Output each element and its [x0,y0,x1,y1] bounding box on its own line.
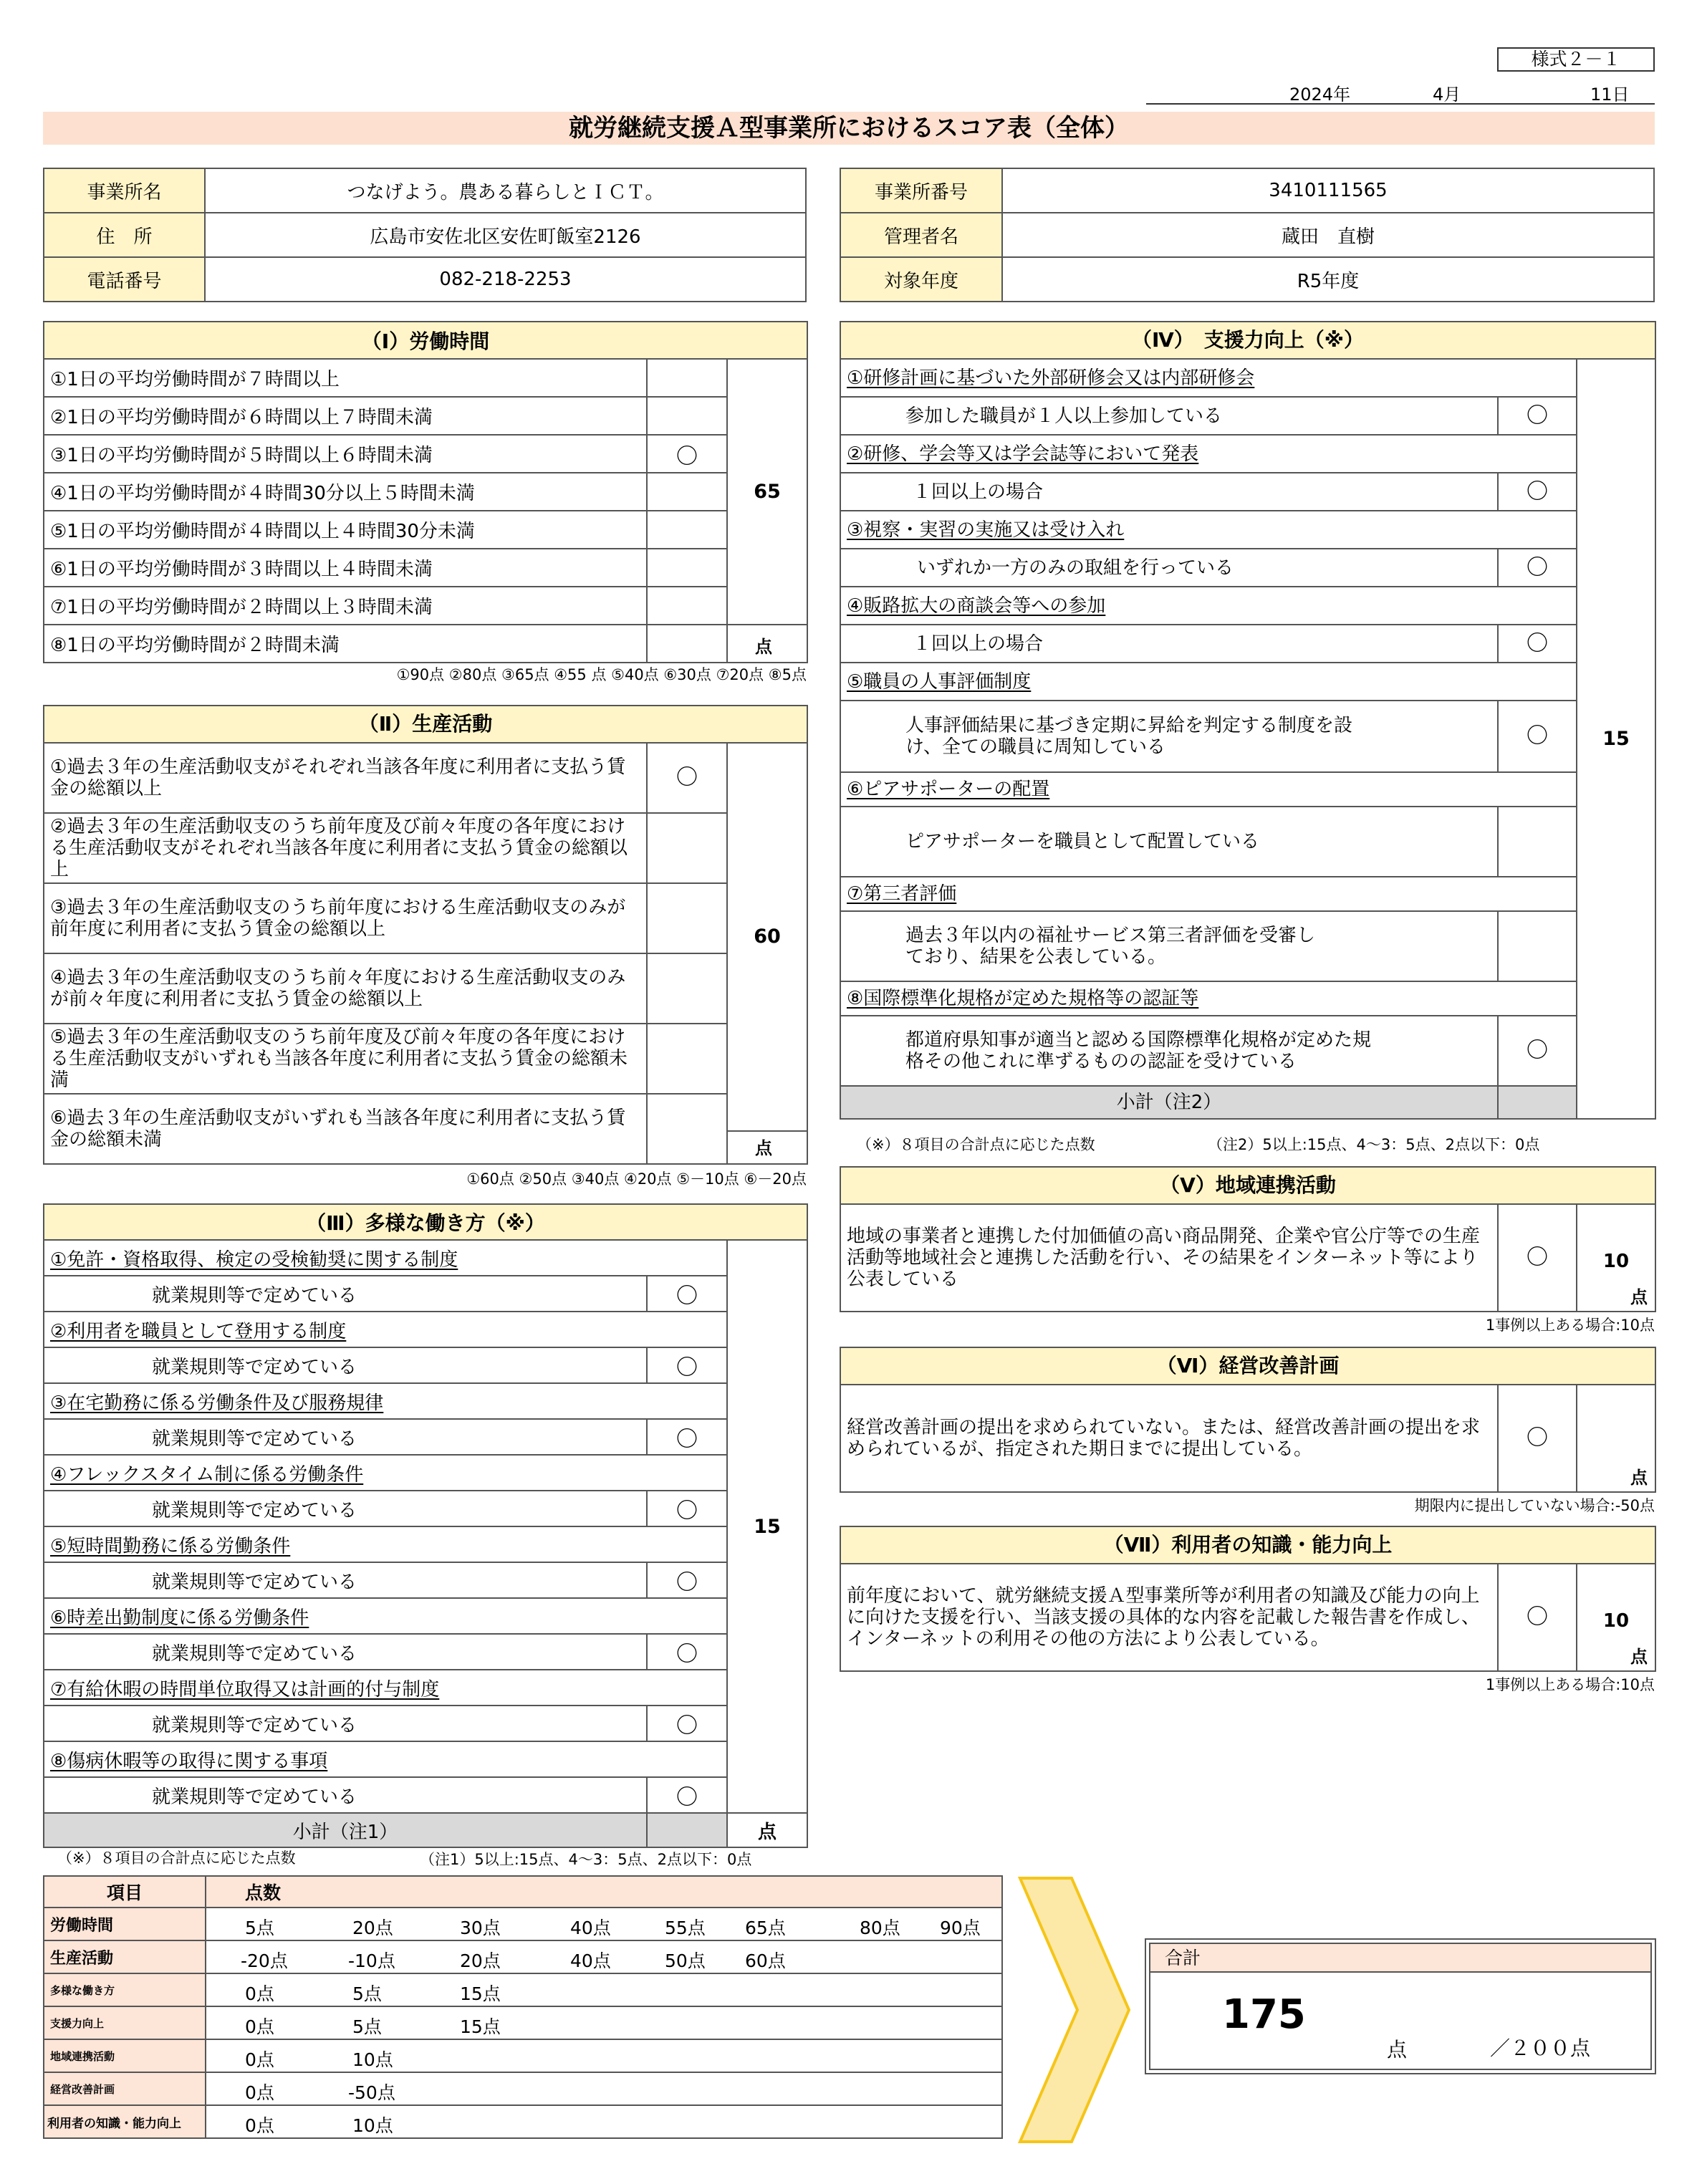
manager-label: 管理者名 [840,213,1002,257]
points-header-item: 項目 [44,1876,206,1908]
item-text: ⑤過去３年の生産活動収支のうち前年度及び前々年度の各年度における生産活動収支がいずれも当該各年度に利用者に支払う賃金の総額未満 [44,1024,647,1094]
item-text: 就業規則等で定めている [44,1777,647,1813]
check-mark [647,511,727,549]
point-value: 50点 [665,1950,706,1971]
check-mark: 〇 [1498,549,1577,587]
form-number [1497,47,1655,72]
point-value: 30点 [460,1918,501,1938]
points-row [44,1973,1002,2006]
item-text: ②1日の平均労働時間が６時間以上７時間未満 [44,397,647,435]
item-heading: ①免許・資格取得、検定の受検勧奨に関する制度 [44,1240,727,1276]
point-value: 5点 [352,2016,382,2037]
point-value: 0点 [245,2115,274,2136]
point-value: 0点 [245,2082,274,2103]
item-text: ④1日の平均労働時間が４時間30分以上５時間未満 [44,473,647,511]
item-text: 就業規則等で定めている [44,1276,647,1312]
points-row [44,2006,1002,2039]
score-unit: 点 [727,1813,807,1847]
section-note: ①60点 ②50点 ③40点 ④20点 ⑤－10点 ⑥－20点 [466,1170,807,1188]
item-text: 都道府県知事が適当と認める国際標準化規格が定めた規格その他これに準ずるものの認証を受けている [840,1016,1498,1086]
item-text: 就業規則等で定めている [44,1634,647,1670]
points-row [44,2039,1002,2072]
item-text: 就業規則等で定めている [44,1347,647,1383]
check-mark: 〇 [1498,1564,1577,1671]
point-value: 0点 [245,1983,274,2004]
subtotal-label: 小計（注1） [44,1813,647,1847]
points-row-label: 多様な働き方 [44,1973,206,2006]
score-unit: 点 [1630,1287,1648,1307]
section-title: （Ⅳ） 支援力向上（※） [840,322,1655,359]
item-text: １回以上の場合 [840,625,1498,663]
check-mark [1498,807,1577,877]
phone-value: 082-218-2253 [205,257,806,302]
point-value: 5点 [245,1918,274,1938]
point-value: -50点 [348,2082,395,2103]
point-value: 0点 [245,2049,274,2070]
item-heading: ①研修計画に基づいた外部研修会又は内部研修会 [840,359,1577,397]
check-mark: 〇 [647,743,727,813]
score-value: 65 [727,359,807,625]
item-heading: ③在宅勤務に係る労働条件及び服務規律 [44,1383,727,1419]
section-note: （注2）5以上:15点、4～3：5点、2点以下：0点 [1208,1136,1540,1153]
item-heading: ⑤職員の人事評価制度 [840,663,1577,701]
item-text: ①過去３年の生産活動収支がそれぞれ当該各年度に利用者に支払う賃金の総額以上 [44,743,647,813]
office-number-value: 3410111565 [1002,168,1654,213]
item-text: 就業規則等で定めている [44,1419,647,1455]
address-label: 住 所 [44,213,205,257]
item-text: 前年度において、就労継続支援Ａ型事業所等が利用者の知識及び能力の向上に向けた支援を行い、当該支援の具体的な内容を記載した報告書を作成し、インターネットの利用その他の方法により公表している。 [840,1564,1498,1671]
address-value: 広島市安佐北区安佐町飯室2126 [205,213,806,257]
office-number-label: 事業所番号 [840,168,1002,213]
point-value: -20点 [241,1950,288,1971]
section-note: 期限内に提出していない場合:-50点 [1414,1497,1655,1514]
check-mark [1498,911,1577,981]
score-unit: 点 [1630,1468,1648,1488]
section-note: 1事例以上ある場合:10点 [1485,1676,1655,1693]
check-mark: 〇 [647,1777,727,1813]
points-table [43,1875,1003,2139]
points-row-label: 経営改善計画 [44,2072,206,2105]
check-mark [647,359,727,397]
item-text: 地域の事業者と連携した付加価値の高い商品開発、企業や官公庁等での生産活動等地域社会と連携した活動を行い、その結果をインターネット等により公表している [840,1204,1498,1312]
item-text: 参加した職員が１人以上参加している [840,397,1498,435]
point-value: 15点 [460,2016,501,2037]
total-box [1145,1938,1656,2074]
item-text: ④過去３年の生産活動収支のうち前々年度における生産活動収支のみが前々年度に利用者に支払う賃金の総額以上 [44,953,647,1024]
fiscal-year-label: 対象年度 [840,257,1002,302]
item-text: ③1日の平均労働時間が５時間以上６時間未満 [44,435,647,473]
point-value: 40点 [570,1918,611,1938]
item-text: ⑦1日の平均労働時間が２時間以上３時間未満 [44,587,647,625]
point-value: 5点 [352,1983,382,2004]
points-row-label: 地域連携活動 [44,2039,206,2072]
date-line [1146,79,1655,105]
item-heading: ⑧国際標準化規格が定めた規格等の認証等 [840,981,1577,1016]
score-value: 10 [1602,1610,1630,1632]
item-heading: ②利用者を職員として登用する制度 [44,1312,727,1347]
points-header-points: 点数 [206,1876,1002,1908]
item-text: 経営改善計画の提出を求められていない。または、経営改善計画の提出を求められているが、指定された期日までに提出している。 [840,1385,1498,1492]
office-name-label: 事業所名 [44,168,205,213]
score-value: 60 [727,743,807,1131]
score-cell [1577,1204,1655,1312]
section-title: （Ⅵ）経営改善計画 [840,1347,1655,1385]
page-title-text: 就労継続支援Ａ型事業所におけるスコア表（全体） [569,114,1129,143]
section-regional-cooperation [840,1166,1656,1312]
points-row [44,1908,1002,1940]
section-note: （※）８項目の合計点に応じた点数 [57,1849,296,1867]
section-user-skills [840,1526,1656,1672]
section-note: （注1）5以上:15点、4～3：5点、2点以下：0点 [420,1851,752,1868]
fiscal-year-value: R5年度 [1002,257,1654,302]
check-mark: 〇 [647,1491,727,1526]
check-mark: 〇 [647,1276,727,1312]
item-heading: ⑥時差出勤制度に係る労働条件 [44,1598,727,1634]
item-text: ピアサポーターを職員として配置している [840,807,1498,877]
point-value: 65点 [745,1918,786,1938]
total-max: ／２００点 [1490,2036,1591,2060]
section-title: （Ⅰ）労働時間 [44,322,807,359]
section-production [43,705,808,1165]
total-label: 合計 [1150,1944,1650,1973]
score-value: 10 [1602,1251,1630,1272]
point-value: 40点 [570,1950,611,1971]
score-cell [1577,1564,1655,1671]
item-heading: ⑥ピアサポーターの配置 [840,772,1577,807]
subtotal-label: 小計（注2） [840,1086,1498,1119]
total-value: 175 [1222,1991,1306,2038]
score-unit: 点 [727,625,807,663]
check-mark: 〇 [647,1706,727,1741]
section-note: ①90点 ②80点 ③65点 ④55 点 ⑤40点 ⑥30点 ⑦20点 ⑧5点 [396,666,807,683]
section-note: 1事例以上ある場合:10点 [1485,1317,1655,1334]
point-value: 20点 [352,1918,393,1938]
score-cell [1577,1385,1655,1492]
item-text: ⑥過去３年の生産活動収支がいずれも当該各年度に利用者に支払う賃金の総額未満 [44,1094,647,1164]
point-value: 0点 [245,2016,274,2037]
score-unit: 点 [1630,1647,1648,1667]
check-mark [647,587,727,625]
item-text: 就業規則等で定めている [44,1706,647,1741]
item-text: ⑥1日の平均労働時間が３時間以上４時間未満 [44,549,647,587]
check-mark [647,549,727,587]
point-value: -10点 [348,1950,395,1971]
check-mark [647,883,727,953]
point-value: 90点 [940,1918,981,1938]
section-support-improvement [840,321,1656,1120]
point-value: 55点 [665,1918,706,1938]
item-heading: ④販路拡大の商談会等への参加 [840,587,1577,625]
points-row [44,2072,1002,2105]
section-title: （Ⅶ）利用者の知識・能力向上 [840,1526,1655,1564]
points-row [44,2105,1002,2138]
section-diverse-work [43,1203,808,1848]
item-heading: ⑤短時間勤務に係る労働条件 [44,1526,727,1562]
point-value: 60点 [745,1950,786,1971]
check-mark: 〇 [1498,473,1577,511]
form-number-text: 様式２－１ [1531,49,1621,69]
item-text: ③過去３年の生産活動収支のうち前年度における生産活動収支のみが前年度に利用者に支払う賃金の総額以上 [44,883,647,953]
check-mark: 〇 [647,1347,727,1383]
item-text: ⑧1日の平均労働時間が２時間未満 [44,625,647,663]
check-mark [647,813,727,883]
check-mark [647,1024,727,1094]
item-text: ①1日の平均労働時間が７時間以上 [44,359,647,397]
item-text: 就業規則等で定めている [44,1491,647,1526]
check-mark [647,473,727,511]
check-mark: 〇 [647,435,727,473]
check-mark [647,397,727,435]
arrow-right-icon [1017,1875,1132,2145]
point-value: 10点 [352,2115,393,2136]
date-month: 4月 [1433,85,1461,105]
point-value: 80点 [860,1918,900,1938]
item-heading: ⑦有給休暇の時間単位取得又は計画的付与制度 [44,1670,727,1706]
check-mark [647,1094,727,1164]
section-working-hours [43,321,808,663]
manager-value: 蔵田 直樹 [1002,213,1654,257]
office-name-value: つなげよう。農ある暮らしとＩＣＴ。 [205,168,806,213]
section-note: （※）８項目の合計点に応じた点数 [857,1136,1095,1153]
section-title: （Ⅱ）生産活動 [44,706,807,743]
score-value: 15 [727,1240,807,1813]
points-row-label: 生産活動 [44,1940,206,1973]
item-heading: ④フレックスタイム制に係る労働条件 [44,1455,727,1491]
office-info-table [43,168,807,302]
check-mark: 〇 [1498,1204,1577,1312]
score-value: 15 [1577,359,1655,1119]
section-title: （Ⅲ）多様な働き方（※） [44,1204,807,1240]
check-mark: 〇 [1498,625,1577,663]
page-title [43,112,1655,145]
check-mark [647,953,727,1024]
total-unit: 点 [1387,2038,1408,2062]
item-heading: ⑦第三者評価 [840,877,1577,911]
check-mark [647,625,727,663]
points-row-label: 支援力向上 [44,2006,206,2039]
check-mark: 〇 [1498,1385,1577,1492]
date-year: 2024年 [1289,85,1351,105]
point-value: 10点 [352,2049,393,2070]
check-mark: 〇 [647,1562,727,1598]
item-heading: ⑧傷病休暇等の取得に関する事項 [44,1741,727,1777]
item-heading: ②研修、学会等又は学会誌等において発表 [840,435,1577,473]
item-text: いずれか一方のみの取組を行っている [840,549,1498,587]
point-value: 20点 [460,1950,501,1971]
score-unit: 点 [727,1131,807,1164]
item-text: 人事評価結果に基づき定期に昇給を判定する制度を設け、全ての職員に周知している [840,701,1498,772]
check-mark: 〇 [647,1419,727,1455]
points-row-label: 労働時間 [44,1908,206,1940]
phone-label: 電話番号 [44,257,205,302]
item-text: 過去３年以内の福祉サービス第三者評価を受審しており、結果を公表している。 [840,911,1498,981]
points-row [44,1940,1002,1973]
item-heading: ③視察・実習の実施又は受け入れ [840,511,1577,549]
points-row-label: 利用者の知識・能力向上 [44,2105,206,2138]
item-text: ②過去３年の生産活動収支のうち前年度及び前々年度の各年度における生産活動収支がそれぞれ当該各年度に利用者に支払う賃金の総額以上 [44,813,647,883]
date-day: 11日 [1590,85,1630,105]
check-mark: 〇 [1498,397,1577,435]
item-text: ⑤1日の平均労働時間が４時間以上４時間30分未満 [44,511,647,549]
check-mark: 〇 [1498,1016,1577,1086]
section-management-plan [840,1347,1656,1493]
check-mark: 〇 [1498,701,1577,772]
item-text: 就業規則等で定めている [44,1562,647,1598]
check-mark: 〇 [647,1634,727,1670]
section-title: （Ⅴ）地域連携活動 [840,1167,1655,1204]
point-value: 15点 [460,1983,501,2004]
office-info-right-table [840,168,1655,302]
item-text: １回以上の場合 [840,473,1498,511]
